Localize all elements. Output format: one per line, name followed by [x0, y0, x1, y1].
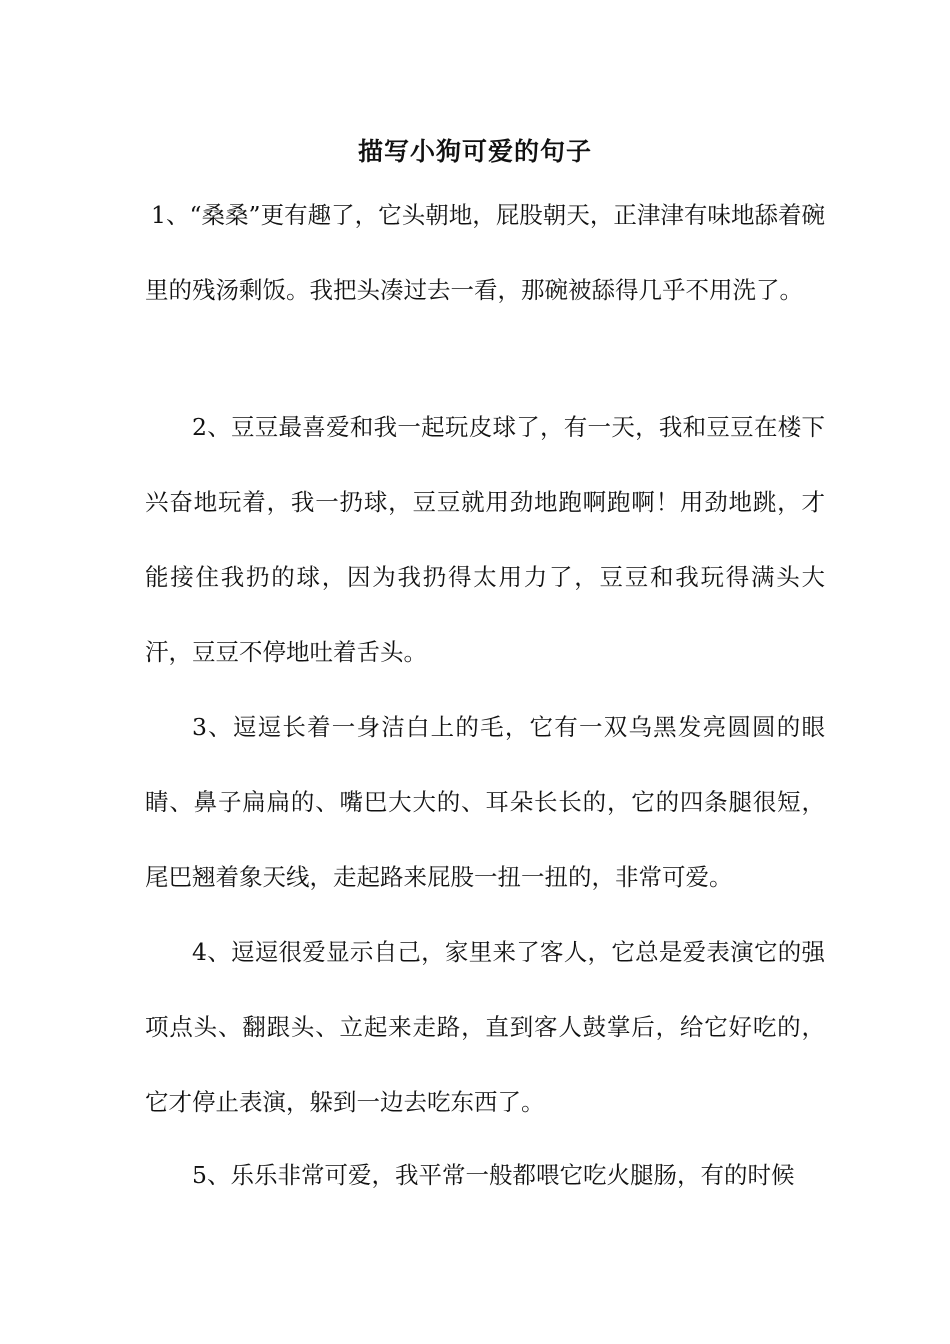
paragraph-4: 4、逗逗很爱显示自己，家里来了客人，它总是爱表演它的强项点头、翻跟头、立起来走路，直到客人鼓掌后，给它好吃的，它才停止表演，躲到一边去吃东西了。: [145, 938, 825, 1116]
paragraph-5: 5、乐乐非常可爱，我平常一般都喂它吃火腿肠，有的时候: [192, 1161, 795, 1189]
document-title: 描写小狗可爱的句子: [357, 137, 592, 166]
paragraph-2: 2、豆豆最喜爱和我一起玩皮球了，有一天，我和豆豆在楼下兴奋地玩着，我一扔球，豆豆就用劲地跑啊跑啊！用劲地跳，才能接住我扔的球，因为我扔得太用力了，豆豆和我玩得满头大汗，豆豆不停地吐着舌头。: [145, 413, 825, 666]
paragraph-3: 3、逗逗长着一身洁白上的毛，它有一双乌黑发亮圆圆的眼睛、鼻子扁扁的、嘴巴大大的、耳朵长长的，它的四条腿很短，尾巴翘着象天线，走起路来屁股一扭一扭的，非常可爱。: [145, 713, 825, 891]
paragraph-1: 1、“桑桑”更有趣了，它头朝地，屁股朝天，正津津有味地舔着碗里的残汤剩饭。我把头凑过去一看，那碗被舔得几乎不用洗了。: [145, 201, 825, 304]
